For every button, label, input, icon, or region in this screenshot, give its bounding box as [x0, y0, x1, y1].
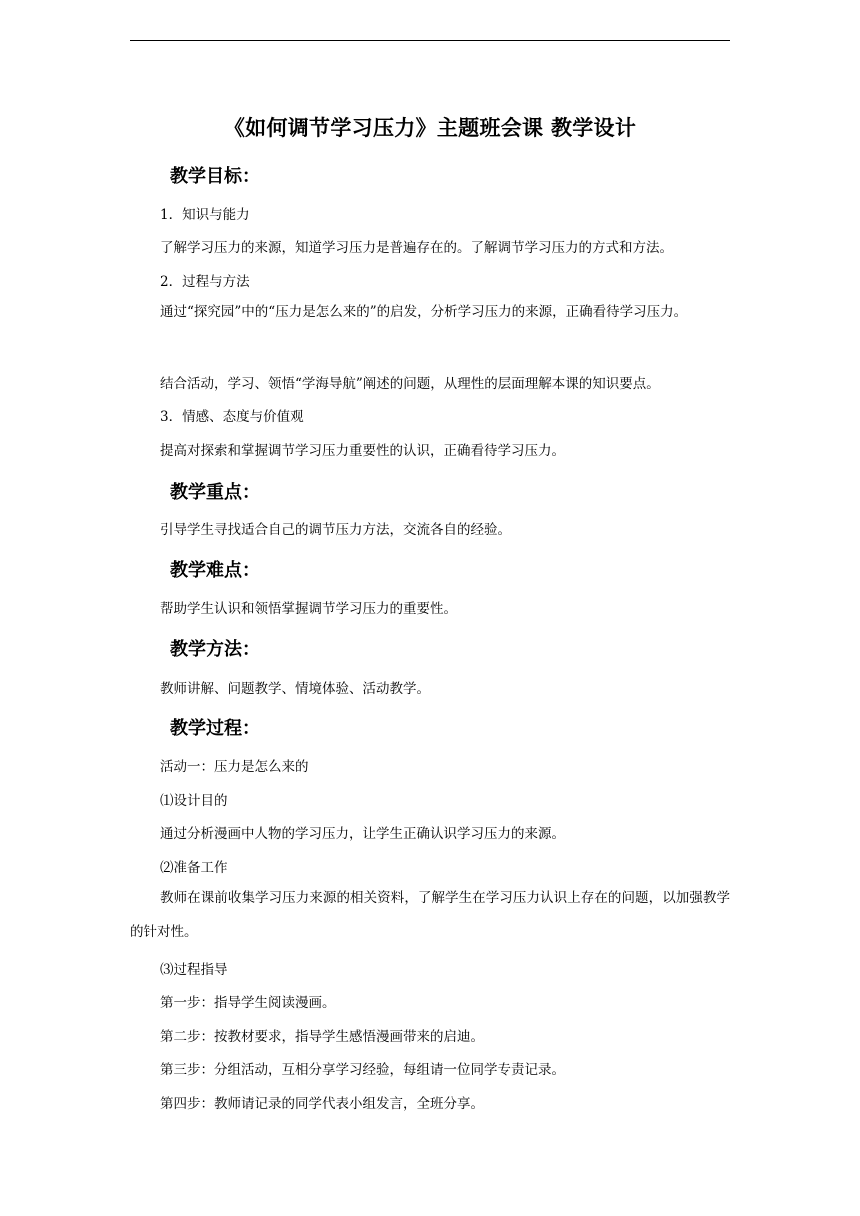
header-rule [130, 40, 730, 41]
step-1: 第一步：指导学生阅读漫画。 [160, 995, 336, 1011]
sub-design-purpose: ⑴设计目的 [160, 793, 228, 809]
goals-para-2: 通过“探究园”中的“压力是怎么来的”的启发，分析学习压力的来源，正确看待学习压力。 [160, 304, 688, 320]
goals-para-3: 结合活动，学习、领悟“学海导航”阐述的问题，从理性的层面理解本课的知识要点。 [160, 376, 660, 392]
heading-process: 教学过程： [170, 718, 260, 739]
design-purpose-text: 通过分析漫画中人物的学习压力，让学生正确认识学习压力的来源。 [160, 826, 565, 842]
step-4: 第四步：教师请记录的同学代表小组发言，全班分享。 [160, 1096, 484, 1112]
heading-methods: 教学方法： [170, 639, 260, 660]
goals-para-1: 了解学习压力的来源，知道学习压力是普遍存在的。了解调节学习压力的方式和方法。 [160, 240, 673, 256]
sub-process-guidance: ⑶过程指导 [160, 962, 228, 978]
methods-text: 教师讲解、问题教学、情境体验、活动教学。 [160, 681, 430, 697]
goals-item-1: 1．知识与能力 [160, 207, 250, 223]
goals-item-2: 2．过程与方法 [160, 274, 250, 290]
goals-item-3: 3．情感、态度与价值观 [160, 409, 304, 425]
heading-difficulties: 教学难点： [170, 560, 260, 581]
activity-1-title: 活动一：压力是怎么来的 [160, 759, 309, 775]
heading-key-points: 教学重点： [170, 482, 260, 503]
preparation-text: 教师在课前收集学习压力来源的相关资料，了解学生在学习压力认识上存在的问题，以加强教学的针对性。 [130, 890, 730, 940]
sub-preparation: ⑵准备工作 [160, 860, 228, 876]
difficulties-text: 帮助学生认识和领悟掌握调节学习压力的重要性。 [160, 601, 457, 617]
step-3: 第三步：分组活动，互相分享学习经验，每组请一位同学专责记录。 [160, 1062, 565, 1078]
document-title: 《如何调节学习压力》主题班会课 教学设计 [223, 116, 637, 140]
key-points-text: 引导学生寻找适合自己的调节压力方法，交流各自的经验。 [160, 522, 511, 538]
goals-para-4: 提高对探索和掌握调节学习压力重要性的认识，正确看待学习压力。 [160, 443, 565, 459]
heading-goals: 教学目标： [170, 166, 260, 187]
step-2: 第二步：按教材要求，指导学生感悟漫画带来的启迪。 [160, 1029, 484, 1045]
